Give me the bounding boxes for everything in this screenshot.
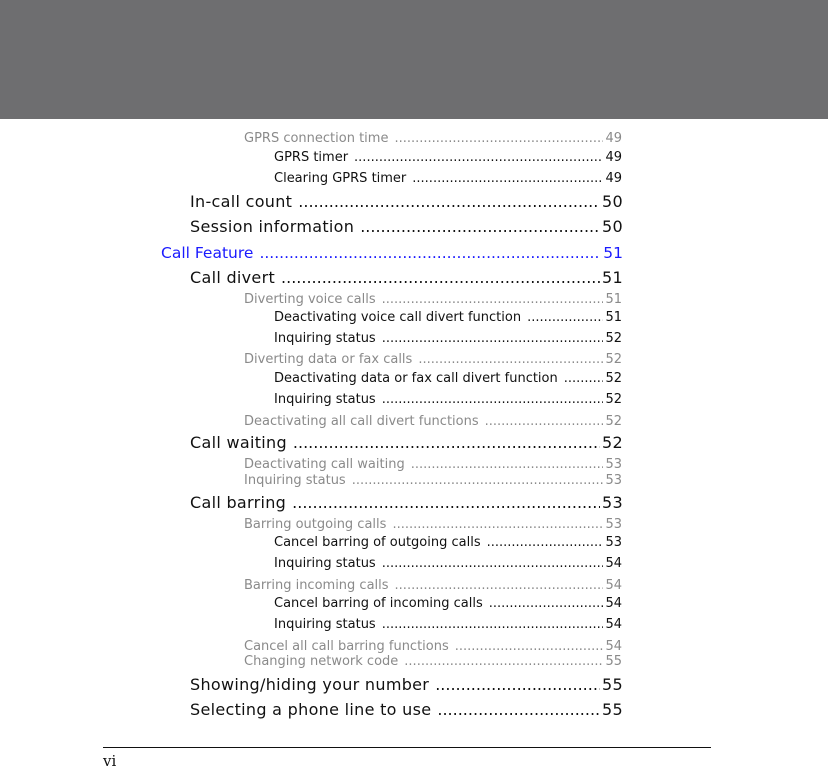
toc-entry-title: Inquiring status (274, 392, 376, 407)
toc-entry-title: GPRS connection time (244, 131, 389, 146)
toc-entry-title: GPRS timer (274, 150, 349, 165)
toc-entry-page: 53 (605, 517, 622, 532)
toc-entry[interactable] (274, 596, 622, 611)
toc-entry[interactable] (190, 493, 623, 512)
toc-entry-title: Clearing GPRS timer (274, 171, 407, 186)
toc-entry[interactable] (274, 310, 622, 325)
toc-entry-page: 50 (602, 192, 623, 211)
toc-entry[interactable] (274, 150, 622, 165)
toc-entry-page: 51 (605, 292, 622, 307)
toc-entry[interactable] (190, 433, 623, 452)
toc-entry-page: 51 (605, 310, 622, 325)
toc-entry-page: 54 (605, 596, 622, 611)
toc-entry-title: Session information (190, 217, 355, 236)
toc-entry-page: 52 (605, 371, 622, 386)
toc-entry[interactable] (244, 292, 622, 307)
toc-entry[interactable] (190, 217, 623, 236)
toc-entry-page: 52 (605, 331, 622, 346)
toc-entry[interactable] (244, 352, 622, 367)
toc-entry[interactable] (274, 556, 622, 571)
toc-entry-title: Selecting a phone line to use (190, 700, 432, 719)
toc-entry[interactable] (274, 171, 622, 186)
toc-entry-page: 54 (605, 556, 622, 571)
toc-entry-page: 52 (605, 414, 622, 429)
toc-entry-title: Deactivating voice call divert function (274, 310, 522, 325)
toc-entry[interactable] (190, 700, 623, 719)
toc-entry-page: 50 (602, 217, 623, 236)
toc-entry-page: 49 (605, 171, 622, 186)
toc-entry-page: 49 (605, 150, 622, 165)
toc-entry-page: 52 (602, 433, 623, 452)
toc-entry-title: Call barring (190, 493, 287, 512)
toc-entry-title: Call Feature (161, 244, 254, 262)
toc-entry[interactable] (274, 371, 622, 386)
footer-divider (103, 747, 711, 748)
toc-entry-title: In-call count (190, 192, 293, 211)
toc-entry-title: Call divert (190, 268, 276, 287)
header-band (0, 0, 828, 119)
toc-entry-title: Call waiting (190, 433, 287, 452)
toc-entry[interactable] (244, 131, 622, 146)
toc-entry-title: Diverting data or fax calls (244, 352, 413, 367)
toc-entry-title: Cancel barring of outgoing calls (274, 535, 481, 550)
toc-entry-title: Inquiring status (274, 617, 376, 632)
toc-entry-title: Cancel all call barring functions (244, 639, 449, 654)
toc-chapter-entry[interactable] (161, 244, 623, 262)
toc-entry[interactable] (244, 457, 622, 472)
toc-entry[interactable] (274, 331, 622, 346)
toc-entry[interactable] (244, 639, 622, 654)
toc-entry-title: Deactivating data or fax call divert function (274, 371, 558, 386)
toc-entry[interactable] (274, 617, 622, 632)
toc-entry-page: 51 (602, 268, 623, 287)
toc-entry-title: Deactivating call waiting (244, 457, 405, 472)
toc-entry-page: 53 (605, 457, 622, 472)
toc-entry-title: Barring incoming calls (244, 578, 389, 593)
toc-entry[interactable] (274, 535, 622, 550)
toc-entry[interactable] (244, 517, 622, 532)
toc-entry-page: 53 (605, 473, 622, 488)
toc-entry[interactable] (244, 654, 622, 669)
toc-entry-title: Changing network code (244, 654, 399, 669)
toc-entry[interactable] (190, 192, 623, 211)
toc-entry-page: 52 (605, 392, 622, 407)
toc-entry-title: Inquiring status (274, 331, 376, 346)
toc-entry[interactable] (244, 414, 622, 429)
toc-entry[interactable] (274, 392, 622, 407)
toc-entry-page: 49 (605, 131, 622, 146)
toc-entry[interactable] (190, 675, 623, 694)
toc-entry-page: 51 (603, 244, 623, 262)
toc-entry-title: Cancel barring of incoming calls (274, 596, 483, 611)
toc-entry-page: 53 (605, 535, 622, 550)
toc-entry-page: 55 (602, 700, 623, 719)
toc-entry[interactable] (244, 578, 622, 593)
toc-entry-title: Diverting voice calls (244, 292, 376, 307)
toc-entry[interactable] (190, 268, 623, 287)
toc-entry[interactable] (244, 473, 622, 488)
toc-entry-page: 54 (605, 617, 622, 632)
toc-entry-page: 53 (602, 493, 623, 512)
toc-entry-page: 54 (605, 639, 622, 654)
toc-entry-page: 55 (605, 654, 622, 669)
toc-entry-title: Showing/hiding your number (190, 675, 430, 694)
toc-entry-page: 52 (605, 352, 622, 367)
toc-entry-title: Deactivating all call divert functions (244, 414, 479, 429)
page-number: vi (103, 752, 117, 770)
toc-entry-title: Inquiring status (244, 473, 346, 488)
toc-entry-page: 54 (605, 578, 622, 593)
toc-entry-page: 55 (602, 675, 623, 694)
toc-entry-title: Barring outgoing calls (244, 517, 387, 532)
toc-entry-title: Inquiring status (274, 556, 376, 571)
